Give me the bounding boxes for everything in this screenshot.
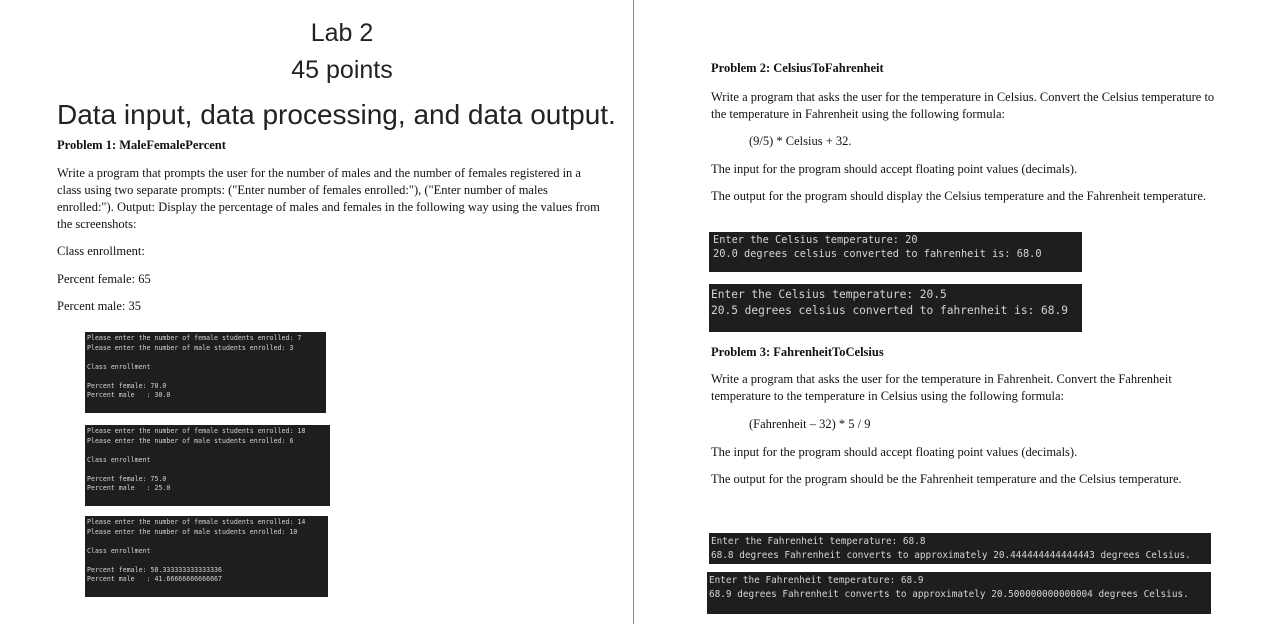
console-line (87, 537, 326, 547)
console-line: Please enter the number of female students enrolled: 7 (87, 334, 302, 342)
lab-title: Lab 2 (310, 19, 374, 47)
console-line: Please enter the number of female students enrolled: 14 (87, 518, 306, 526)
left-page (0, 0, 633, 624)
class-enrollment-label: Class enrollment: (57, 244, 145, 258)
problem2-input-note: The input for the program should accept floating point values (decimals). (711, 162, 1078, 176)
console-line: 68.9 degrees Fahrenheit converts to approximately 20.500000000000004 degrees Celsius. (709, 588, 1189, 600)
console-screenshot-6 (709, 533, 1211, 564)
problem2-formula: (9/5) * Celsius + 32. (749, 134, 852, 148)
right-page (634, 0, 1288, 624)
console-screenshot-3 (85, 516, 328, 597)
console-line: Percent female: 75.0 (87, 474, 167, 483)
console-line: Please enter the number of male students enrolled: 6 (87, 436, 294, 445)
console-line: Please enter the number of male students enrolled: 10 (87, 527, 298, 536)
console-screenshot-7 (707, 572, 1211, 614)
console-line (87, 353, 324, 363)
problem1-description: Write a program that prompts the user for the number of males and the number of females registered in a class using two separate prompts: ("Enter number of females enrolled:"), ("Enter number of males enrolled:"). Output: Display the percentage of males and females in the following way using the values from the screenshots: (57, 166, 600, 231)
console-line: Enter the Fahrenheit temperature: 68.8 (711, 536, 926, 547)
problem2-description: Write a program that asks the user for the temperature in Celsius. Convert the Celsius temperature to the temperature in Fahrenheit using the following formula: (711, 90, 1215, 121)
console-line: Percent female: 70.0 (87, 381, 167, 390)
console-line: 20.0 degrees celsius converted to fahrenheit is: 68.0 (713, 247, 1042, 260)
console-line (87, 446, 328, 456)
console-line: Class enrollment (87, 362, 151, 371)
console-screenshot-4 (709, 232, 1082, 272)
console-line: Class enrollment (87, 455, 151, 464)
console-line: Class enrollment (87, 546, 151, 555)
console-line: Please enter the number of male students enrolled: 3 (87, 343, 294, 352)
problem3-title: Problem 3: FahrenheitToCelsius (711, 345, 884, 359)
console-line (87, 465, 328, 475)
console-line: Percent male : 41.66666666666667 (87, 575, 222, 583)
console-line: Percent female: 58.333333333333336 (87, 565, 222, 574)
problem2-title: Problem 2: CelsiusToFahrenheit (711, 61, 884, 75)
console-screenshot-2 (85, 425, 330, 506)
problem3-input-note: The input for the program should accept floating point values (decimals). (711, 445, 1078, 459)
problem1-title: Problem 1: MaleFemalePercent (57, 138, 226, 152)
console-screenshot-1 (85, 332, 326, 413)
console-line (87, 556, 326, 566)
console-line: 20.5 degrees celsius converted to fahrenheit is: 68.9 (711, 304, 1068, 317)
console-line: Enter the Celsius temperature: 20 (713, 234, 918, 246)
console-line (87, 372, 324, 382)
console-line: Enter the Celsius temperature: 20.5 (711, 288, 947, 301)
console-line: 68.8 degrees Fahrenheit converts to approximately 20.444444444444443 degrees Celsius. (711, 549, 1191, 561)
console-line: Please enter the number of female students enrolled: 18 (87, 427, 306, 435)
console-line: Enter the Fahrenheit temperature: 68.9 (709, 575, 924, 586)
percent-female-label: Percent female: 65 (57, 272, 151, 286)
console-line: Percent male : 25.0 (87, 484, 171, 492)
console-screenshot-5 (709, 284, 1082, 332)
problem3-formula: (Fahrenheit – 32) * 5 / 9 (749, 417, 871, 431)
problem3-output-note: The output for the program should be the Fahrenheit temperature and the Celsius temperature. (711, 472, 1182, 486)
lab-points: 45 points (291, 56, 393, 84)
percent-male-label: Percent male: 35 (57, 299, 141, 313)
problem3-description: Write a program that asks the user for the temperature in Fahrenheit. Convert the Fahrenheit temperature to the temperature in Celsius using the following formula: (711, 372, 1172, 403)
section-heading: Data input, data processing, and data output. (57, 99, 616, 130)
console-line: Percent male : 30.0 (87, 391, 171, 399)
problem2-output-note: The output for the program should display the Celsius temperature and the Fahrenheit temperature. (711, 189, 1206, 203)
